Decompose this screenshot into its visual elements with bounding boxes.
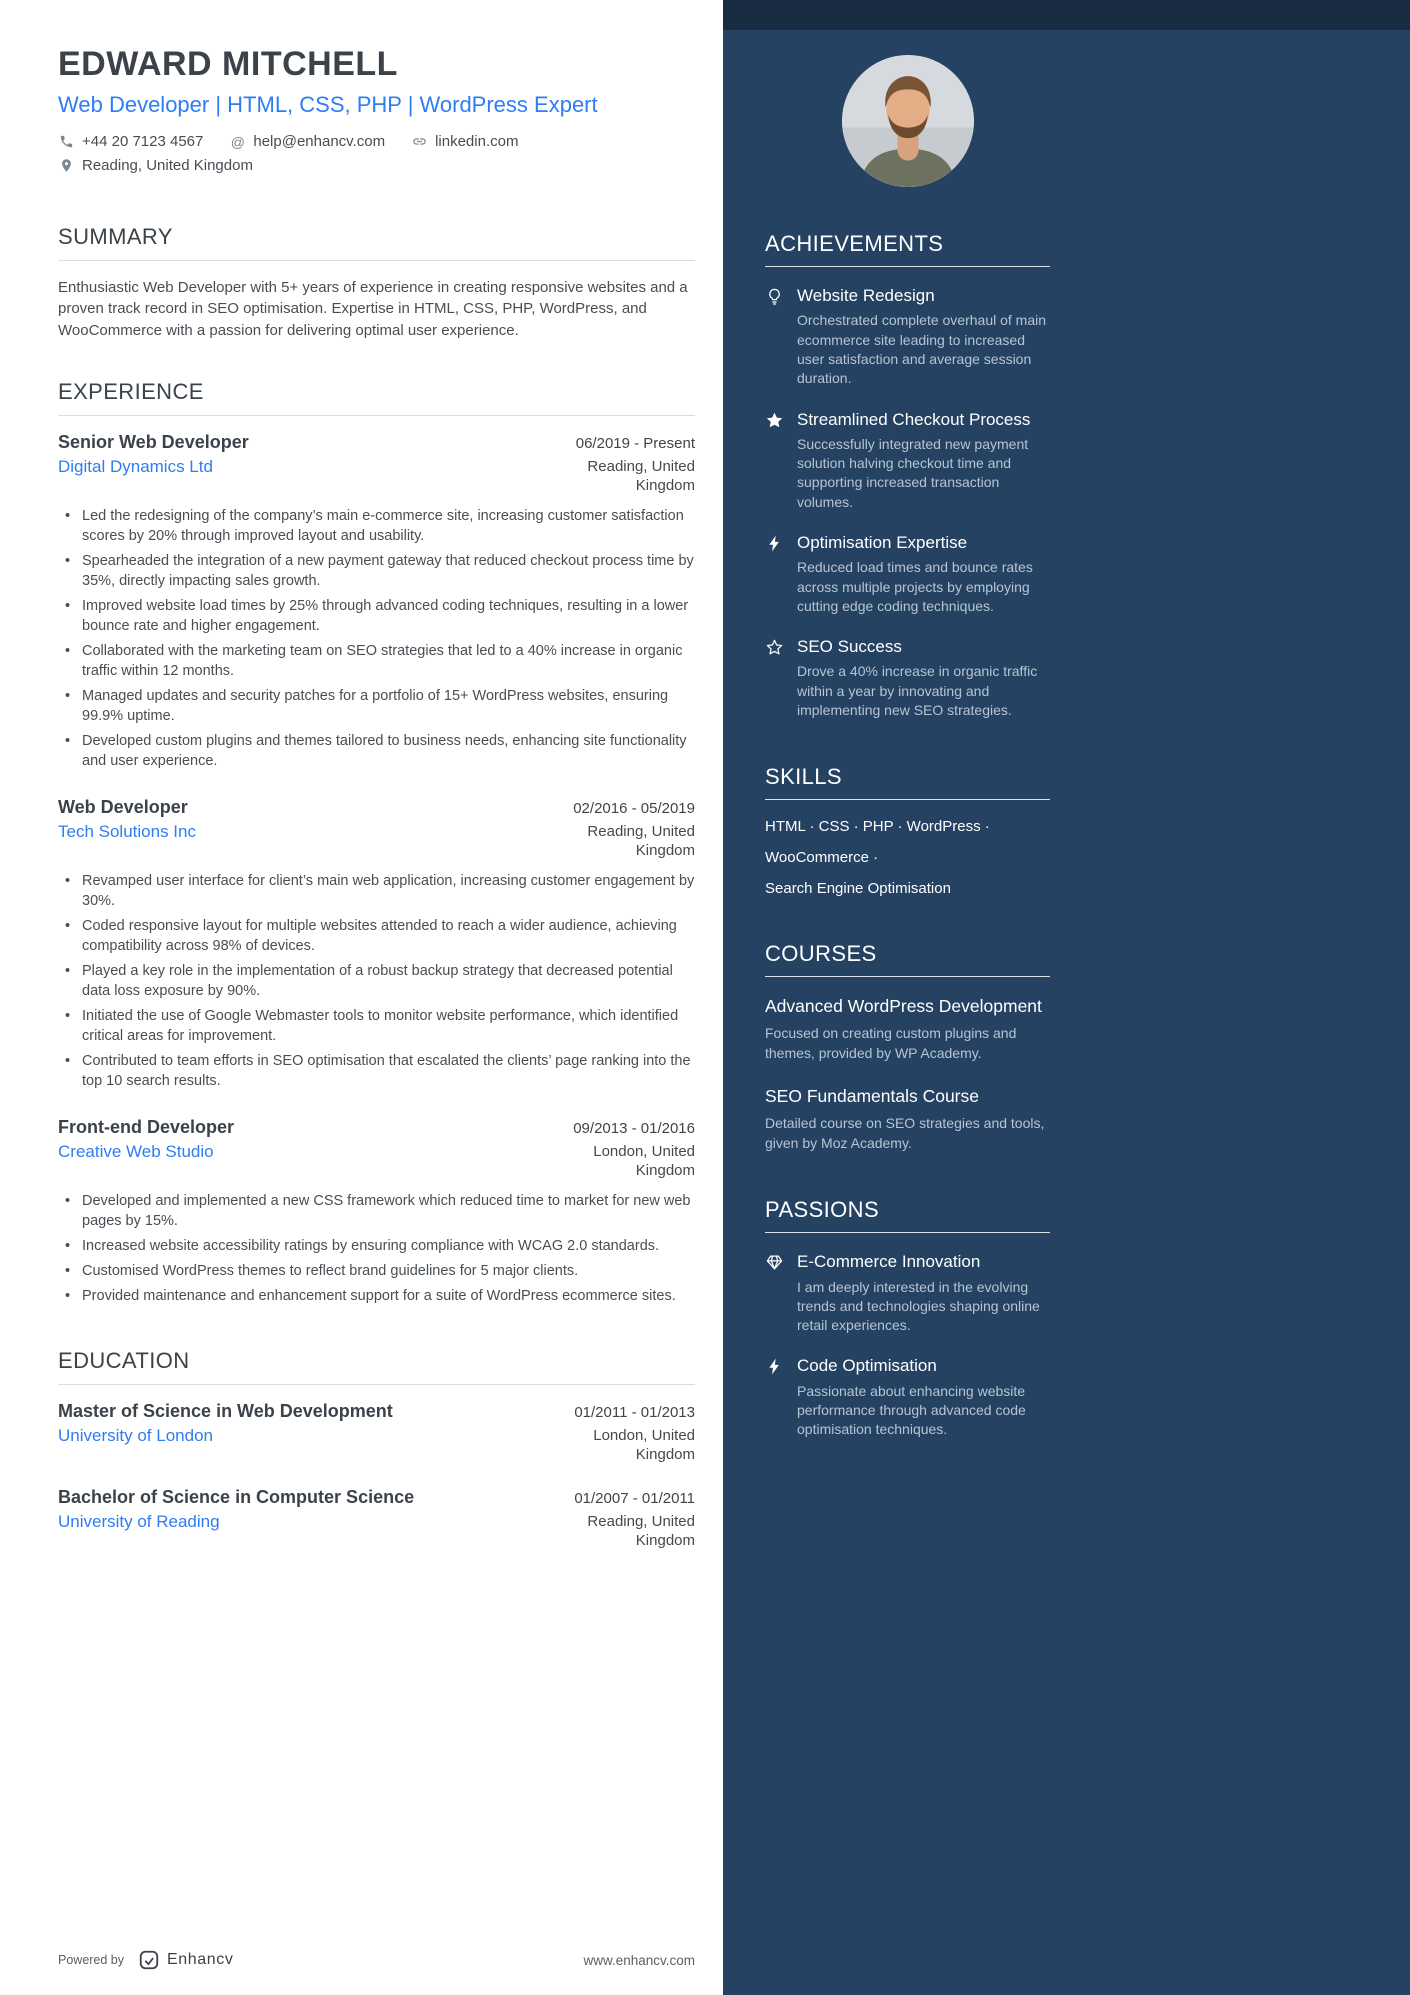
degree-dates: 01/2011 - 01/2013 bbox=[574, 1403, 695, 1421]
powered-by-label: Powered by bbox=[58, 1953, 125, 1967]
passions-section bbox=[765, 1197, 1050, 1439]
avatar bbox=[842, 55, 974, 187]
phone-icon bbox=[58, 133, 75, 150]
main-column bbox=[0, 0, 723, 1573]
job-location: London, United Kingdom bbox=[593, 1142, 695, 1180]
course-item bbox=[765, 995, 1050, 1063]
achievement-title: Streamlined Checkout Process bbox=[797, 409, 1031, 429]
lightbulb-icon bbox=[765, 285, 797, 389]
job-dates: 09/2013 - 01/2016 bbox=[573, 1119, 695, 1137]
achievement-text: Orchestrated complete overhaul of main ecommerce site leading to increased user satisfaction and average session duration. bbox=[797, 312, 1047, 387]
job-bullet: • Revamped user interface for client’s main web application, increasing customer engagement by 30%. bbox=[58, 871, 695, 911]
company-link[interactable]: Tech Solutions Inc bbox=[58, 821, 196, 841]
school-link[interactable]: University of London bbox=[58, 1425, 213, 1445]
job-bullet: • Customised WordPress themes to reflect brand guidelines for 5 major clients. bbox=[58, 1261, 695, 1281]
course-text: Focused on creating custom plugins and themes, provided by WP Academy. bbox=[765, 1025, 1017, 1061]
job-role: Senior Web Developer bbox=[58, 431, 249, 452]
skill-line: Search Engine Optimisation bbox=[765, 880, 951, 898]
sidebar bbox=[723, 0, 1410, 1995]
summary-heading: SUMMARY bbox=[58, 224, 695, 261]
location-text: Reading, United Kingdom bbox=[82, 157, 253, 174]
achievement-title: Optimisation Expertise bbox=[797, 533, 968, 552]
job-entry bbox=[58, 797, 695, 1091]
company-link[interactable]: Digital Dynamics Ltd bbox=[58, 456, 213, 476]
job-bullet: • Developed and implemented a new CSS framework which reduced time to market for new web pages by 15%. bbox=[58, 1191, 695, 1231]
link-contact[interactable] bbox=[411, 133, 518, 150]
enhancv-logo-icon bbox=[138, 1949, 160, 1971]
education-section bbox=[58, 1348, 695, 1551]
passion-text: Passionate about enhancing website performance through advanced code optimisation techniques. bbox=[797, 1382, 1026, 1438]
company-link[interactable]: Creative Web Studio bbox=[58, 1141, 214, 1161]
job-dates: 02/2016 - 05/2019 bbox=[573, 799, 695, 817]
degree-entry bbox=[58, 1487, 695, 1551]
job-bullet: • Led the redesigning of the company’s main e-commerce site, increasing customer satisfaction scores by 20% through improved layout and usability. bbox=[58, 506, 695, 546]
email-contact[interactable] bbox=[229, 133, 385, 150]
email-address[interactable]: help@enhancv.com bbox=[253, 133, 386, 150]
job-bullet: • Contributed to team efforts in SEO optimisation that escalated the clients’ page ranking into the top 10 search results. bbox=[58, 1051, 695, 1091]
degree-title: Master of Science in Web Development bbox=[58, 1400, 393, 1421]
passions-heading: PASSIONS bbox=[765, 1197, 1050, 1233]
achievements-heading: ACHIEVEMENTS bbox=[765, 231, 1050, 267]
course-title: Advanced WordPress Development bbox=[765, 996, 1042, 1017]
achievement-text: Reduced load times and bounce rates across multiple projects by employing cutting edge coding techniques. bbox=[797, 559, 1033, 614]
achievements-section bbox=[765, 231, 1050, 720]
passion-title: Code Optimisation bbox=[797, 1356, 937, 1376]
location-pin-icon bbox=[58, 157, 75, 174]
star-outline-icon bbox=[765, 636, 797, 720]
summary-section bbox=[58, 224, 695, 341]
passion-item bbox=[765, 1355, 1050, 1439]
passion-title: E-Commerce Innovation bbox=[797, 1252, 981, 1272]
job-bullet: • Increased website accessibility ratings by ensuring compliance with WCAG 2.0 standards. bbox=[58, 1236, 695, 1256]
link-icon bbox=[411, 133, 428, 150]
gem-icon bbox=[765, 1251, 797, 1335]
job-bullet: • Played a key role in the implementation of a robust backup strategy that decreased potential data loss exposure by 90%. bbox=[58, 961, 695, 1001]
skills-section bbox=[765, 764, 1050, 897]
bolt-icon bbox=[765, 1355, 797, 1439]
job-bullet-list bbox=[58, 1191, 695, 1306]
achievement-item bbox=[765, 409, 1050, 513]
job-bullet: • Collaborated with the marketing team on SEO strategies that led to a 40% increase in organic traffic within 12 months. bbox=[58, 641, 695, 681]
profile-link[interactable]: linkedin.com bbox=[435, 133, 519, 150]
phone-number: +44 20 7123 4567 bbox=[82, 133, 204, 150]
school-link[interactable]: University of Reading bbox=[58, 1511, 220, 1531]
job-bullet: • Improved website load times by 25% through advanced coding techniques, resulting in a lower bounce rate and higher engagement. bbox=[58, 596, 695, 636]
job-bullet: • Initiated the use of Google Webmaster tools to monitor website performance, which identified critical areas for improvement. bbox=[58, 1006, 695, 1046]
job-bullet-list bbox=[58, 871, 695, 1091]
footer bbox=[58, 1949, 695, 1971]
job-entry bbox=[58, 1117, 695, 1306]
footer-website-link[interactable]: www.enhancv.com bbox=[583, 1952, 695, 1968]
job-bullet: • Provided maintenance and enhancement support for a suite of WordPress ecommerce sites. bbox=[58, 1286, 695, 1306]
job-bullet-list bbox=[58, 506, 695, 771]
job-bullet: • Developed custom plugins and themes tailored to business needs, enhancing site functionality and user experience. bbox=[58, 731, 695, 771]
job-role: Front-end Developer bbox=[58, 1116, 235, 1137]
course-text: Detailed course on SEO strategies and tools, given by Moz Academy. bbox=[765, 1115, 1045, 1151]
skills-heading: SKILLS bbox=[765, 764, 1050, 800]
achievement-text: Successfully integrated new payment solution halving checkout time and supporting increased transaction volumes. bbox=[797, 435, 1029, 510]
phone-contact bbox=[58, 133, 203, 150]
star-filled-icon bbox=[765, 409, 797, 513]
bolt-icon bbox=[765, 532, 797, 616]
passion-item bbox=[765, 1251, 1050, 1335]
brand-name[interactable]: Enhancv bbox=[167, 1951, 234, 1968]
achievement-item bbox=[765, 285, 1050, 389]
course-title: SEO Fundamentals Course bbox=[765, 1086, 979, 1107]
achievement-item bbox=[765, 636, 1050, 720]
courses-section bbox=[765, 941, 1050, 1153]
passion-text: I am deeply interested in the evolving trends and technologies shaping online retail experiences. bbox=[797, 1278, 1040, 1334]
job-bullet: • Spearheaded the integration of a new payment gateway that reduced checkout process time by 35%, directly impacting sales growth. bbox=[58, 551, 695, 591]
course-item bbox=[765, 1085, 1050, 1153]
job-bullet: • Managed updates and security patches for a portfolio of 15+ WordPress websites, ensuring 99.9% uptime. bbox=[58, 686, 695, 726]
job-location: Reading, United Kingdom bbox=[587, 457, 695, 495]
degree-entry bbox=[58, 1401, 695, 1465]
location-contact bbox=[58, 157, 253, 174]
summary-text: Enthusiastic Web Developer with 5+ years of experience in creating responsive websites and a proven track record in SEO optimisation. Expertise in HTML, CSS, PHP, WordPress, and WooCommerce with a passion for delivering optimal user experience. bbox=[58, 279, 688, 339]
achievement-text: Drove a 40% increase in organic traffic within a year by innovating and implementing new SEO strategies. bbox=[797, 663, 1038, 719]
job-location: Reading, United Kingdom bbox=[587, 822, 695, 860]
job-bullet: • Coded responsive layout for multiple websites attended to reach a wider audience, achieving compatibility across 98% of devices. bbox=[58, 916, 695, 956]
contact-block bbox=[58, 133, 695, 174]
degree-location: Reading, United Kingdom bbox=[587, 1512, 695, 1550]
degree-location: London, United Kingdom bbox=[593, 1426, 695, 1464]
enhancv-brand[interactable] bbox=[138, 1949, 233, 1971]
degree-title: Bachelor of Science in Computer Science bbox=[58, 1486, 415, 1507]
achievement-title: Website Redesign bbox=[797, 286, 935, 305]
achievement-item bbox=[765, 532, 1050, 616]
experience-heading: EXPERIENCE bbox=[58, 379, 695, 416]
degree-dates: 01/2007 - 01/2011 bbox=[574, 1489, 695, 1507]
job-role: Web Developer bbox=[58, 796, 188, 817]
skill-line: WooCommerce · bbox=[765, 849, 879, 867]
job-dates: 06/2019 - Present bbox=[575, 434, 695, 452]
candidate-name: EDWARD MITCHELL bbox=[58, 45, 398, 83]
education-heading: EDUCATION bbox=[58, 1348, 695, 1385]
courses-heading: COURSES bbox=[765, 941, 1050, 977]
job-entry bbox=[58, 432, 695, 771]
at-icon: @ bbox=[230, 133, 245, 150]
candidate-headline: Web Developer | HTML, CSS, PHP | WordPress Expert bbox=[58, 92, 598, 117]
experience-section bbox=[58, 379, 695, 1306]
achievement-title: SEO Success bbox=[797, 637, 902, 657]
skill-line: HTML · CSS · PHP · WordPress · bbox=[765, 818, 990, 836]
